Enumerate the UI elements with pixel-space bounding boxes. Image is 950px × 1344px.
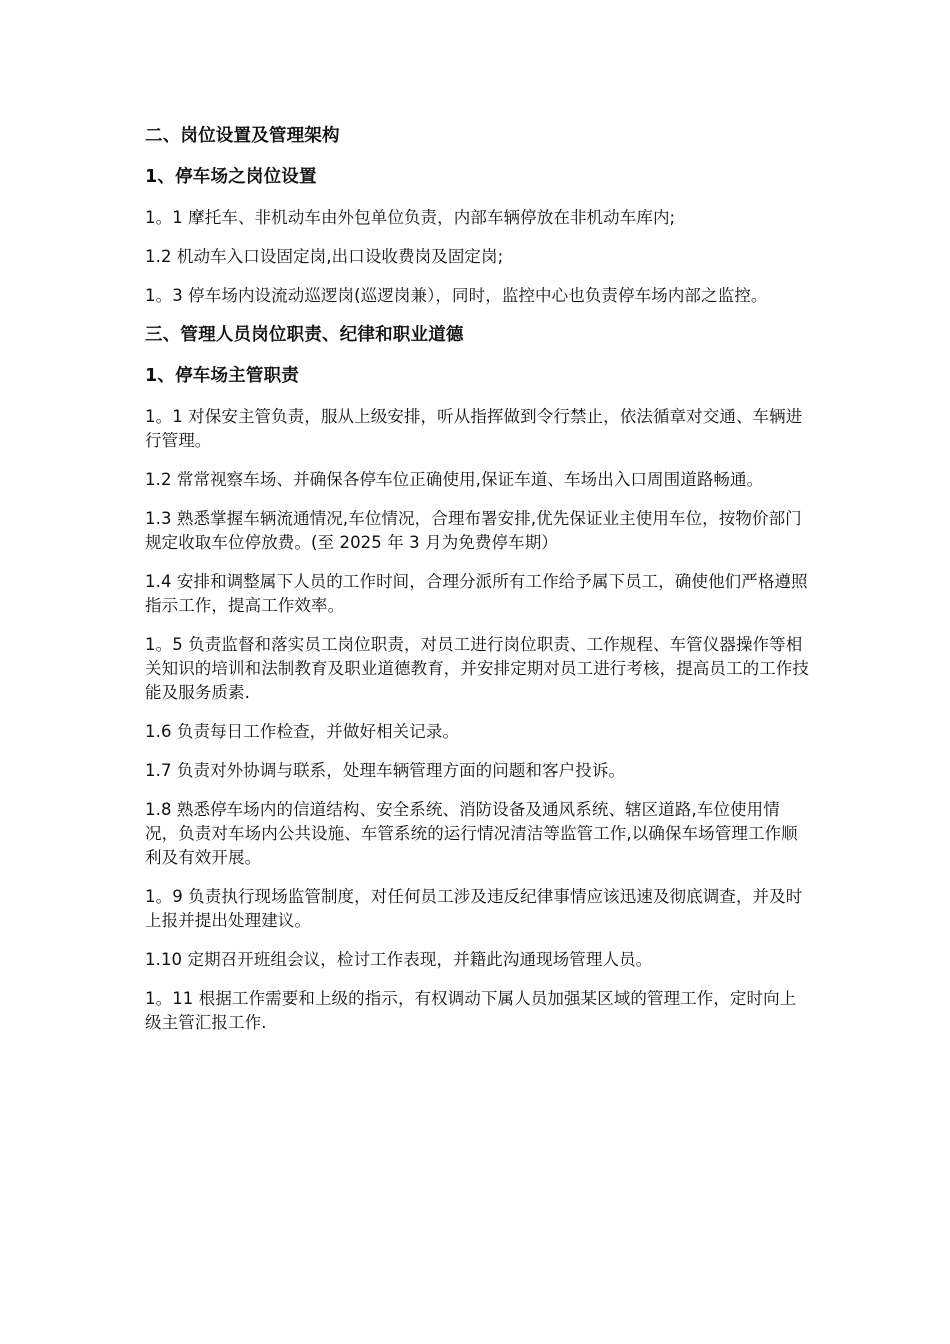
paragraph: 1.7 负责对外协调与联系，处理车辆管理方面的问题和客户投诉。 — [145, 761, 626, 780]
subsection-heading: 1、停车场之岗位设置 — [145, 167, 317, 187]
section-heading: 三、管理人员岗位职责、纪律和职业道德 — [145, 325, 464, 345]
document-body — [145, 124, 810, 1050]
paragraph: 1。5 负责监督和落实员工岗位职责，对员工进行岗位职责、工作规程、车管仪器操作等相关知识的培训和法制教育及职业道德教育，并安排定期对员工进行考核，提高员工的工作技能及服务质素. — [145, 635, 809, 702]
paragraph: 1.2 常常视察车场、并确保各停车位正确使用,保证车道、车场出入口周围道路畅通。 — [145, 470, 764, 489]
paragraph: 1。1 摩托车、非机动车由外包单位负责，内部车辆停放在非机动车库内; — [145, 208, 676, 227]
paragraph: 1.10 定期召开班组会议，检讨工作表现，并籍此沟通现场管理人员。 — [145, 950, 653, 969]
subsection-heading: 1、停车场主管职责 — [145, 366, 299, 386]
paragraph: 1。1 对保安主管负责，服从上级安排，听从指挥做到令行禁止，依法循章对交通、车辆进行管理。 — [145, 407, 803, 450]
paragraph: 1。11 根据工作需要和上级的指示，有权调动下属人员加强某区域的管理工作，定时向上级主管汇报工作. — [145, 989, 797, 1032]
paragraph: 1.3 熟悉掌握车辆流通情况,车位情况，合理布署安排,优先保证业主使用车位，按物价部门规定收取车位停放费。(至 2025 年 3 月为免费停车期） — [145, 509, 802, 552]
paragraph: 1.4 安排和调整属下人员的工作时间，合理分派所有工作给予属下员工，确使他们严格遵照指示工作，提高工作效率。 — [145, 572, 808, 615]
paragraph: 1。3 停车场内设流动巡逻岗(巡逻岗兼），同时，监控中心也负责停车场内部之监控。 — [145, 286, 768, 305]
paragraph: 1.8 熟悉停车场内的信道结构、安全系统、消防设备及通风系统、辖区道路,车位使用情况，负责对车场内公共设施、车管系统的运行情况清洁等监管工作,以确保车场管理工作顺利及有效开展。 — [145, 800, 798, 867]
paragraph: 1.2 机动车入口设固定岗,出口设收费岗及固定岗; — [145, 247, 504, 266]
section-heading: 二、岗位设置及管理架构 — [145, 126, 340, 146]
paragraph: 1.6 负责每日工作检查，并做好相关记录。 — [145, 722, 460, 741]
paragraph: 1。9 负责执行现场监管制度，对任何员工涉及违反纪律事情应该迅速及彻底调查，并及时上报并提出处理建议。 — [145, 887, 803, 930]
